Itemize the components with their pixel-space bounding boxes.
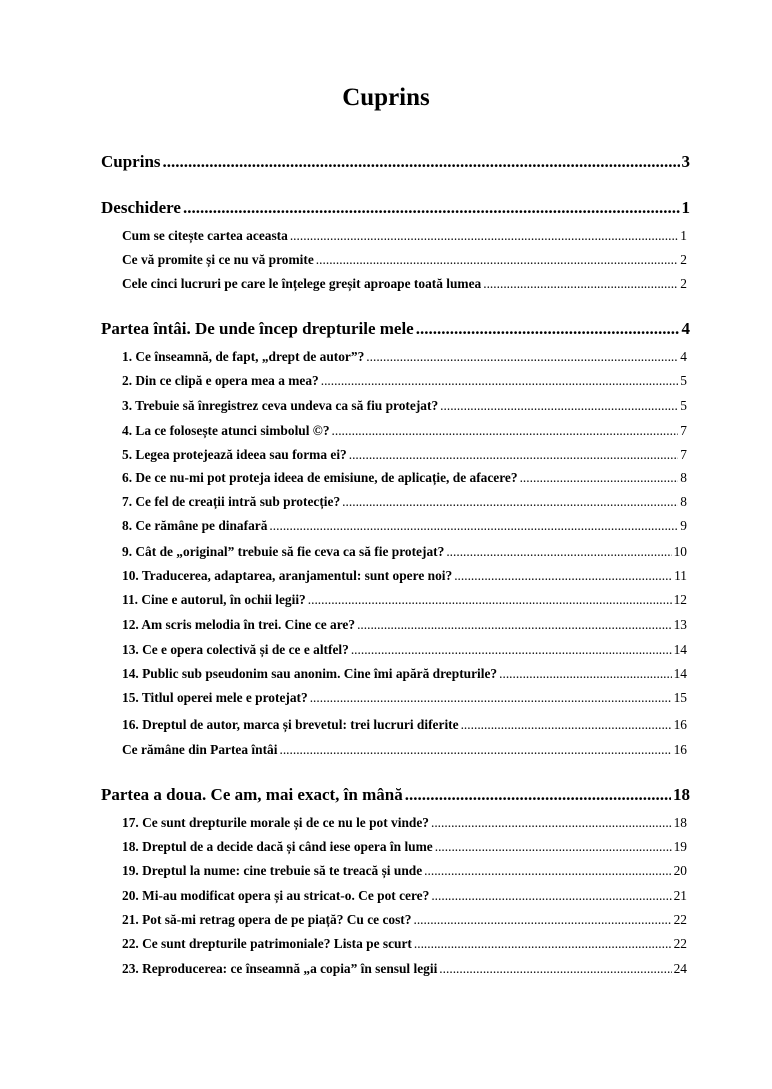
toc-page-number: 22 xyxy=(673,936,687,951)
dot-leader xyxy=(351,641,672,659)
toc-entry-label: 17. Ce sunt drepturile morale și de ce nu le pot vinde? xyxy=(122,815,429,830)
toc-subsection-entry[interactable] xyxy=(122,741,687,759)
toc-subsection-entry[interactable] xyxy=(122,960,687,978)
toc-entry-label: 10. Traducerea, adaptarea, aranjamentul: sunt opere noi? xyxy=(122,568,453,583)
toc-subsection-entry[interactable] xyxy=(122,543,687,561)
toc-page-number: 18 xyxy=(673,815,687,830)
toc-page-number: 22 xyxy=(673,912,687,927)
toc-page-number: 14 xyxy=(673,666,687,681)
dot-leader xyxy=(279,741,671,759)
toc-page-number: 7 xyxy=(680,447,687,462)
toc-subsection-entry[interactable] xyxy=(122,641,687,659)
toc-entry-label: 3. Trebuie să înregistrez ceva undeva ca să fiu protejat? xyxy=(122,398,439,413)
toc-subsection-entry[interactable] xyxy=(122,251,687,269)
toc-entry-label: 12. Am scris melodia în trei. Cine ce are? xyxy=(122,617,356,632)
toc-subsection-entry[interactable] xyxy=(122,935,687,953)
toc-subsection-entry[interactable] xyxy=(122,838,687,856)
toc-section-entry[interactable] xyxy=(101,784,690,806)
toc-entry-label: 23. Reproducerea: ce înseamnă „a copia” în sensul legii xyxy=(122,961,438,976)
toc-subsection-entry[interactable] xyxy=(122,493,687,511)
dot-leader xyxy=(366,348,678,366)
toc-page-number: 12 xyxy=(673,592,687,607)
toc-page-number: 1 xyxy=(680,228,687,243)
dot-leader xyxy=(413,911,671,929)
dot-leader xyxy=(405,784,671,806)
toc-entry-label: Ce rămâne din Partea întâi xyxy=(122,742,278,757)
toc-subsection-entry[interactable] xyxy=(122,348,687,366)
page-title: Cuprins xyxy=(342,84,430,111)
dot-leader xyxy=(414,935,672,953)
dot-leader xyxy=(342,493,678,511)
toc-page-number: 19 xyxy=(673,839,687,854)
toc-subsection-entry[interactable] xyxy=(122,275,687,293)
dot-leader xyxy=(439,960,671,978)
toc-subsection-entry[interactable] xyxy=(122,814,687,832)
toc-page-number: 16 xyxy=(673,717,687,732)
toc-entry-label: 21. Pot să-mi retrag opera de pe piață? Cu ce cost? xyxy=(122,912,412,927)
toc-entry-label: 16. Dreptul de autor, marca și brevetul: trei lucruri diferite xyxy=(122,717,459,732)
toc-entry-label: 9. Cât de „original” trebuie să fie ceva ca să fie protejat? xyxy=(122,544,445,559)
dot-leader xyxy=(435,838,672,856)
toc-subsection-entry[interactable] xyxy=(122,689,687,707)
toc-entry-label: 19. Dreptul la nume: cine trebuie să te treacă și unde xyxy=(122,863,423,878)
toc-entry-label: 20. Mi-au modificat opera și au stricat-o. Ce pot cere? xyxy=(122,888,430,903)
toc-entry-label: 14. Public sub pseudonim sau anonim. Cine îmi apără drepturile? xyxy=(122,666,498,681)
toc-page-number: 4 xyxy=(681,319,690,338)
toc-subsection-entry[interactable] xyxy=(122,911,687,929)
toc-subsection-entry[interactable] xyxy=(122,862,687,880)
dot-leader xyxy=(269,517,678,535)
toc-entry-label: Partea întâi. De unde încep drepturile mele xyxy=(101,319,414,338)
toc-subsection-entry[interactable] xyxy=(122,665,687,683)
toc-page-number: 2 xyxy=(680,276,687,291)
toc-page-number: 4 xyxy=(680,349,687,364)
toc-subsection-entry[interactable] xyxy=(122,372,687,390)
dot-leader xyxy=(163,151,680,173)
toc-entry-label: 13. Ce e opera colectivă și de ce e altfel? xyxy=(122,642,349,657)
dot-leader xyxy=(321,372,679,390)
toc-subsection-entry[interactable] xyxy=(122,422,687,440)
toc-entry-label: Cele cinci lucruri pe care le înțelege greșit aproape toată lumea xyxy=(122,276,482,291)
dot-leader xyxy=(440,397,678,415)
toc-page-number: 7 xyxy=(680,423,687,438)
toc-page-number: 3 xyxy=(681,152,690,171)
toc-entry-label: 2. Din ce clipă e opera mea a mea? xyxy=(122,373,319,388)
toc-entry-label: 6. De ce nu-mi pot proteja ideea de emisiune, de aplicație, de afacere? xyxy=(122,470,518,485)
dot-leader xyxy=(357,616,672,634)
dot-leader xyxy=(308,591,672,609)
toc-entry-label: Cuprins xyxy=(101,152,161,171)
dot-leader xyxy=(310,689,672,707)
toc-entry-label: Partea a doua. Ce am, mai exact, în mână xyxy=(101,785,403,804)
toc-entry-label: 15. Titlul operei mele e protejat? xyxy=(122,690,308,705)
dot-leader xyxy=(290,227,678,245)
toc-subsection-entry[interactable] xyxy=(122,446,687,464)
toc-entry-label: 1. Ce înseamnă, de fapt, „drept de autor”? xyxy=(122,349,365,364)
dot-leader xyxy=(431,887,671,905)
dot-leader xyxy=(183,197,680,219)
toc-entry-label: 4. La ce folosește atunci simbolul ©? xyxy=(122,423,330,438)
dot-leader xyxy=(416,318,680,340)
toc-page-number: 10 xyxy=(673,544,687,559)
dot-leader xyxy=(454,567,672,585)
toc-section-entry[interactable] xyxy=(101,151,690,173)
toc-subsection-entry[interactable] xyxy=(122,716,687,734)
dot-leader xyxy=(424,862,671,880)
toc-page-number: 16 xyxy=(673,742,687,757)
toc-entry-label: Cum se citește cartea aceasta xyxy=(122,228,288,243)
toc-subsection-entry[interactable] xyxy=(122,517,687,535)
dot-leader xyxy=(349,446,679,464)
dot-leader xyxy=(332,422,679,440)
toc-page-number: 2 xyxy=(680,252,687,267)
dot-leader xyxy=(431,814,672,832)
toc-page-number: 11 xyxy=(674,568,687,583)
toc-page-number: 13 xyxy=(673,617,687,632)
toc-page-number: 20 xyxy=(673,863,687,878)
toc-page-number: 24 xyxy=(673,961,687,976)
toc-page-number: 8 xyxy=(680,494,687,509)
toc-entry-label: Ce vă promite și ce nu vă promite xyxy=(122,252,314,267)
toc-subsection-entry[interactable] xyxy=(122,567,687,585)
toc-entry-label: 8. Ce rămâne pe dinafară xyxy=(122,518,268,533)
toc-page-number: 14 xyxy=(673,642,687,657)
toc-entry-label: 7. Ce fel de creații intră sub protecție? xyxy=(122,494,341,509)
dot-leader xyxy=(520,469,679,487)
dot-leader xyxy=(461,716,672,734)
toc-subsection-entry[interactable] xyxy=(122,616,687,634)
toc-page-number: 21 xyxy=(673,888,687,903)
toc-subsection-entry[interactable] xyxy=(122,227,687,245)
toc-subsection-entry[interactable] xyxy=(122,469,687,487)
toc-section-entry[interactable] xyxy=(101,197,690,219)
toc-subsection-entry[interactable] xyxy=(122,887,687,905)
toc-subsection-entry[interactable] xyxy=(122,397,687,415)
toc-entry-label: 5. Legea protejează ideea sau forma ei? xyxy=(122,447,347,462)
toc-subsection-entry[interactable] xyxy=(122,591,687,609)
toc-page-number: 18 xyxy=(673,785,690,804)
toc-page-number: 8 xyxy=(680,470,687,485)
toc-page-number: 15 xyxy=(673,690,687,705)
toc-page-number: 1 xyxy=(681,198,690,217)
toc-page-number: 9 xyxy=(680,518,687,533)
toc-section-entry[interactable] xyxy=(101,318,690,340)
dot-leader xyxy=(316,251,679,269)
toc-entry-label: Deschidere xyxy=(101,198,181,217)
dot-leader xyxy=(499,665,671,683)
dot-leader xyxy=(446,543,671,561)
toc-page-number: 5 xyxy=(680,373,687,388)
toc-entry-label: 18. Dreptul de a decide dacă și când iese opera în lume xyxy=(122,839,433,854)
toc-page-number: 5 xyxy=(680,398,687,413)
toc-entry-label: 22. Ce sunt drepturile patrimoniale? Lista pe scurt xyxy=(122,936,412,951)
toc-entry-label: 11. Cine e autorul, în ochii legii? xyxy=(122,592,306,607)
dot-leader xyxy=(483,275,678,293)
